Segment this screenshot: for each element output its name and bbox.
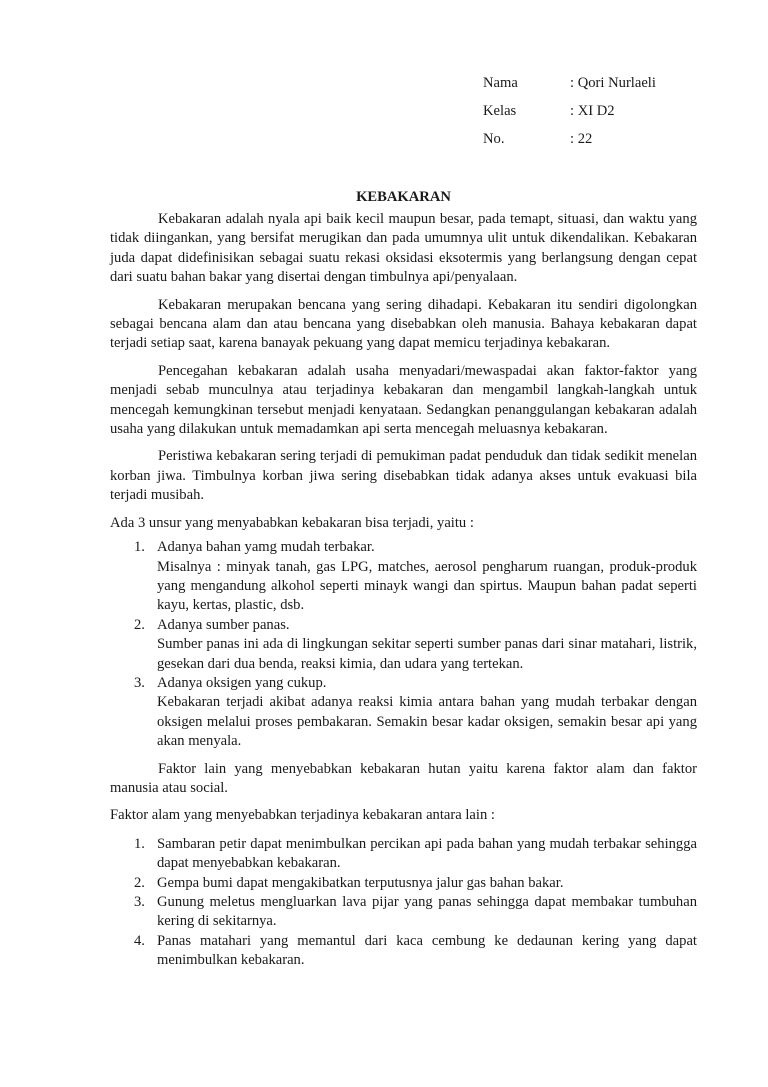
list-number: 2. [134, 874, 145, 891]
list-number: 3. [134, 894, 145, 910]
list-number: 1. [134, 835, 145, 852]
info-value-no: : 22 [570, 131, 593, 148]
list-item-detail: Misalnya : minyak tanah, gas LPG, matches, aerosol pengharum ruangan, produk-produk yang mengandung alkohol seperti minayk wangi dan spirtus. Maupun bahan padat seperti kayu, kertas, plastic, dsb. [157, 558, 697, 614]
list-item [110, 674, 697, 752]
faktor-alam-list [110, 835, 697, 971]
info-value-nama: : Qori Nurlaeli [570, 75, 656, 92]
faktor-alam-intro: Faktor alam yang menyebabkan terjadinya kebakaran antara lain : [110, 807, 495, 824]
list-item-title: Adanya sumber panas. [157, 616, 290, 633]
list-item [110, 893, 697, 932]
list-item-text: Panas matahari yang memantul dari kaca cembung ke dedaunan kering yang dapat menimbulkan kebakaran. [157, 932, 697, 969]
list-item [110, 835, 697, 874]
list-item-text: Gunung meletus mengluarkan lava pijar yang panas sehingga dapat membakar tumbuhan kering di sekitarnya. [157, 894, 697, 930]
paragraph-faktor-lain: Faktor lain yang menyebabkan kebakaran hutan yaitu karena faktor alam dan faktor manusia atau social. [110, 760, 697, 796]
paragraph-pencegahan: Pencegahan kebakaran adalah usaha menyadari/mewaspadai akan faktor-faktor yang menjadi sebab munculnya atau terjadinya kebakaran dan mengambil langkah-langkah untuk mencegah kemungkinan tersebut menjadi kenyataan. Sedangkan penanggulangan kebakaran adalah usaha yang dilakukan untuk memadamkan api serta mencegah meluasnya kebakaran. [110, 362, 697, 438]
list-number: 3. [134, 674, 145, 691]
list-item-title: Adanya bahan yamg mudah terbakar. [157, 539, 375, 556]
unsur-intro: Ada 3 unsur yang menyababkan kebakaran bisa terjadi, yaitu : [110, 514, 474, 531]
info-label-no: No. [483, 131, 505, 148]
list-number: 1. [134, 539, 145, 556]
unsur-list [110, 538, 697, 751]
list-item [110, 874, 697, 893]
list-number: 4. [134, 932, 145, 949]
document-body [110, 210, 697, 979]
list-item-text: Gempa bumi dapat mengakibatkan terputusnya jalur gas bahan bakar. [157, 874, 564, 891]
list-item-detail: Sumber panas ini ada di lingkungan sekitar seperti sumber panas dari sinar matahari, listrik, gesekan dari dua benda, reaksi kimia, dan udara yang tertekan. [157, 636, 697, 672]
document-title: KEBAKARAN [356, 189, 451, 205]
list-item-title: Adanya oksigen yang cukup. [157, 674, 327, 691]
paragraph-bencana: Kebakaran merupakan bencana yang sering dihadapi. Kebakaran itu sendiri digolongkan sebagai bencana alam dan atau bencana yang disebabkan oleh manusia. Bahaya kebakaran dapat terjadi setiap saat, karena banayak pekuang yang dapat memicu terjadinya kebakaran. [110, 296, 697, 352]
document-page [110, 0, 697, 1087]
paragraph-peristiwa: Peristiwa kebakaran sering terjadi di pemukiman padat penduduk dan tidak sedikit menelan korban jiwa. Timbulnya korban jiwa sering disebabkan tidak adanya akses untuk evakuasi bila terjadi musibah. [110, 448, 697, 504]
info-value-kelas: : XI D2 [570, 103, 615, 120]
list-item-text: Sambaran petir dapat menimbulkan percikan api pada bahan yang mudah terbakar sehingga dapat menyebabkan kebakaran. [157, 835, 697, 872]
list-number: 2. [134, 616, 145, 633]
paragraph-definisi: Kebakaran adalah nyala api baik kecil maupun besar, pada temapt, situasi, dan waktu yang tidak diingankan, yang bersifat merugikan dan pada umumnya ulit untuk dikendalikan. Kebakaran juda dapat didefinisikan sebagai suatu rekasi oksidasi eksotermis yang berlangsung dengan cepat dari suatu bahan bakar yang disertai dengan timbulnya api/penyalaan. [110, 211, 697, 286]
info-label-kelas: Kelas [483, 103, 517, 120]
info-label-nama: Nama [483, 75, 518, 92]
list-item-detail: Kebakaran terjadi akibat adanya reaksi kimia antara bahan yang mudah terbakar dengan oksigen melalui proses pembakaran. Semakin besar kadar oksigen, semakin besar api yang akan menyala. [157, 694, 697, 750]
list-item [110, 538, 697, 616]
list-item [110, 616, 697, 674]
list-item [110, 932, 697, 971]
